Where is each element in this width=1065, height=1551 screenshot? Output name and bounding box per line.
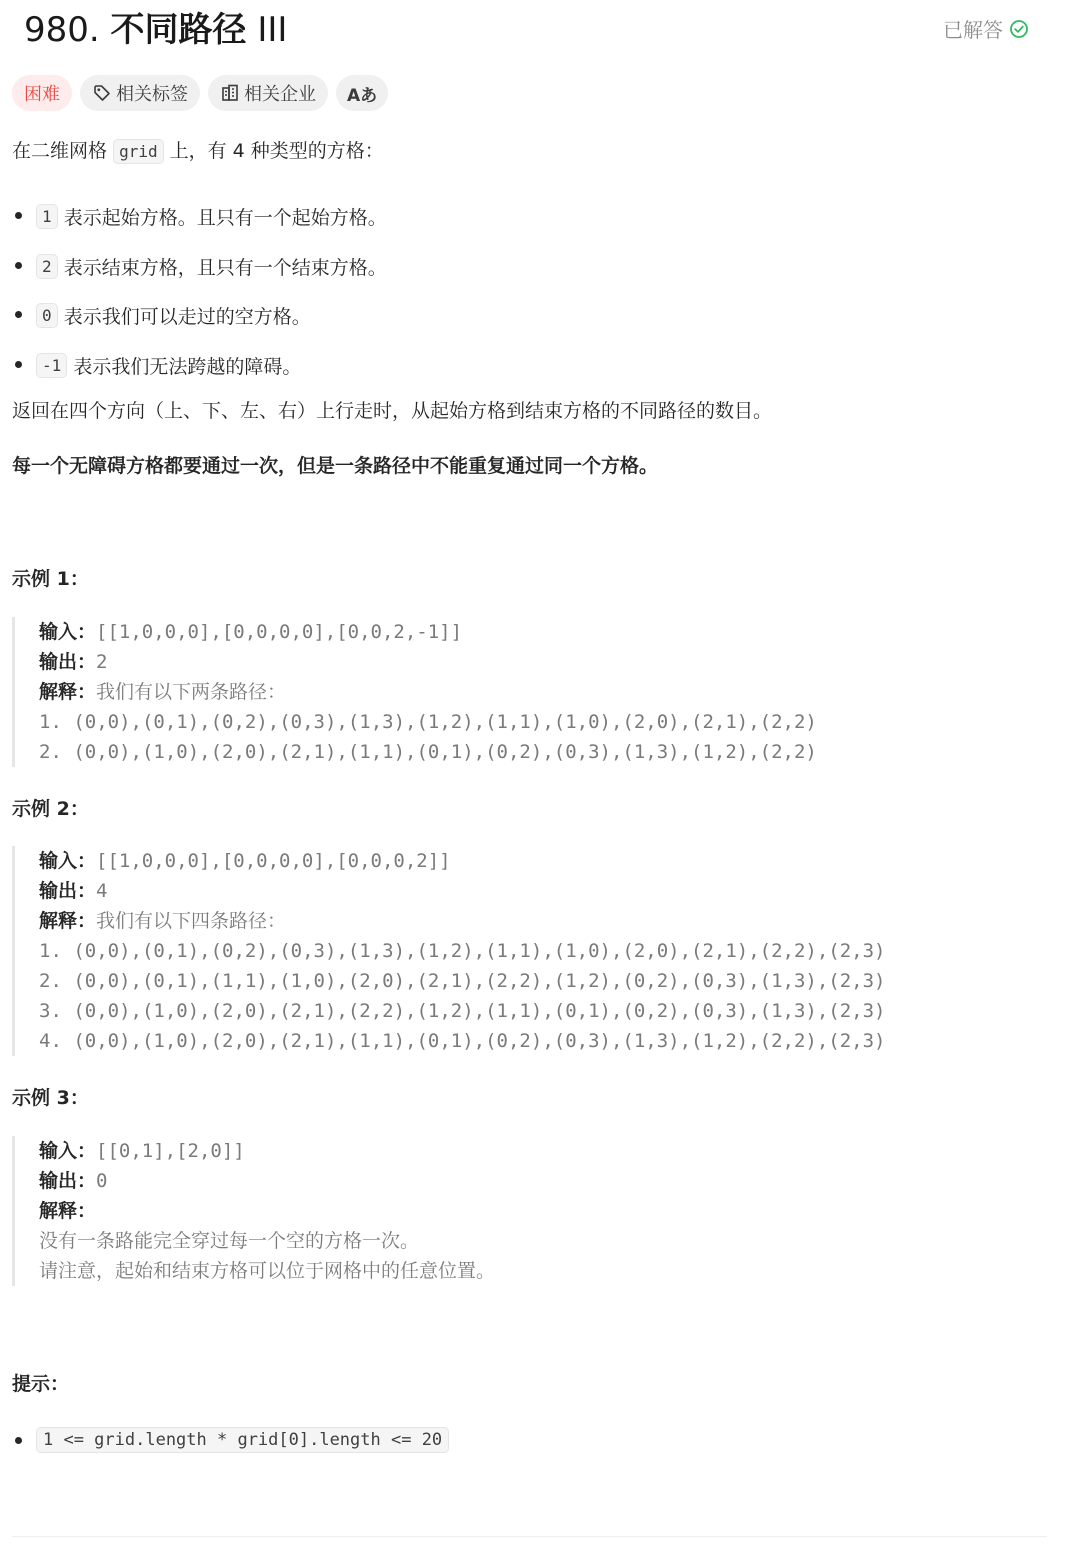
solved-status: [943, 14, 1029, 43]
cell-code: 2: [36, 254, 58, 279]
cell-code: 1: [36, 204, 58, 229]
related-companies-label: 相关企业: [244, 84, 316, 105]
problem-number: 980.: [24, 10, 100, 50]
inline-code-grid: grid: [113, 139, 164, 164]
example-1-block: [12, 617, 817, 767]
related-topics-button[interactable]: [80, 75, 200, 111]
building-icon: [220, 83, 240, 103]
path-line: 2. (0,0),(0,1),(1,1),(1,0),(2,0),(2,1),(2,2),(1,2),(0,2),(0,3),(1,3),(2,3): [39, 970, 886, 992]
path-line: 3. (0,0),(1,0),(2,0),(2,1),(2,2),(1,2),(1,1),(0,1),(0,2),(0,3),(1,3),(2,3): [39, 1000, 886, 1022]
example-input: [39, 617, 817, 647]
cell-desc: 表示起始方格。且只有一个起始方格。: [63, 207, 387, 230]
example-output: [39, 1166, 495, 1196]
example-2-block: [12, 846, 885, 1056]
example-explain: [39, 1196, 495, 1226]
path-line: 1. (0,0),(0,1),(0,2),(0,3),(1,3),(1,2),(1,1),(1,0),(2,0),(2,1),(2,2): [39, 711, 817, 733]
bottom-divider: [12, 1536, 1047, 1537]
input-value: [[1,0,0,0],[0,0,0,0],[0,0,2,-1]]: [96, 621, 463, 643]
explain-label: 解释：: [39, 681, 97, 703]
list-item: [12, 242, 387, 292]
example-3-block: [12, 1136, 495, 1286]
hint-item: [12, 1425, 449, 1455]
explain-label: 解释：: [39, 1200, 97, 1222]
output-label: 输出：: [39, 880, 97, 902]
explain-line: 没有一条路能完全穿过每一个空的方格一次。: [39, 1230, 420, 1252]
output-label: 输出：: [39, 651, 97, 673]
difficulty-label: 困难: [24, 84, 60, 105]
cell-desc: 表示我们可以走过的空方格。: [63, 306, 311, 329]
output-value: 0: [96, 1170, 108, 1192]
output-value: 2: [96, 651, 108, 673]
explain-value: 我们有以下四条路径：: [96, 910, 287, 932]
constraint-note: 每一个无障碍方格都要通过一次，但是一条路径中不能重复通过同一个方格。: [12, 455, 659, 477]
difficulty-badge: [12, 75, 72, 111]
check-circle-icon: [1009, 19, 1029, 39]
example-3-title: 示例 3：: [12, 1087, 89, 1109]
example-1-title: 示例 1：: [12, 568, 89, 590]
input-label: 输入：: [39, 621, 97, 643]
solved-label: 已解答: [943, 18, 1003, 42]
related-topics-label: 相关标签: [116, 84, 188, 105]
intro-after: 上，有 4 种类型的方格：: [169, 140, 384, 162]
list-item: [12, 192, 387, 242]
hint-code: 1 <= grid.length * grid[0].length <= 20: [36, 1427, 449, 1453]
cell-desc: 表示我们无法跨越的障碍。: [73, 355, 302, 378]
list-item: [12, 291, 387, 341]
list-item: [12, 341, 387, 391]
path-line: 4. (0,0),(1,0),(2,0),(2,1),(1,1),(0,1),(0,2),(0,3),(1,3),(1,2),(2,2),(2,3): [39, 1030, 886, 1052]
input-label: 输入：: [39, 850, 97, 872]
example-input: [39, 1136, 495, 1166]
example-explain: [39, 677, 817, 707]
related-companies-button[interactable]: [208, 75, 328, 111]
explain-line: 请注意，起始和结束方格可以位于网格中的任意位置。: [39, 1260, 496, 1282]
cell-code: 0: [36, 303, 58, 328]
explain-value: 我们有以下两条路径：: [96, 681, 287, 703]
explain-label: 解释：: [39, 910, 97, 932]
translate-icon: Aあ: [347, 85, 378, 106]
return-description: 返回在四个方向（上、下、左、右）上行走时，从起始方格到结束方格的不同路径的数目。: [12, 400, 773, 422]
intro-before: 在二维网格: [12, 140, 108, 162]
input-value: [[0,1],[2,0]]: [96, 1140, 245, 1162]
example-output: [39, 876, 885, 906]
example-output: [39, 647, 817, 677]
input-label: 输入：: [39, 1140, 97, 1162]
example-explain: [39, 906, 885, 936]
cell-type-list: [12, 192, 387, 390]
example-input: [39, 846, 885, 876]
input-value: [[1,0,0,0],[0,0,0,0],[0,0,0,2]]: [96, 850, 451, 872]
problem-suffix: III: [257, 10, 288, 50]
output-value: 4: [96, 880, 108, 902]
cell-code: -1: [36, 353, 67, 378]
problem-title: [24, 6, 287, 54]
output-label: 输出：: [39, 1170, 97, 1192]
font-toggle-button[interactable]: [336, 75, 388, 111]
hints-title: 提示：: [12, 1373, 70, 1395]
problem-name: 不同路径: [110, 10, 247, 50]
path-line: 1. (0,0),(0,1),(0,2),(0,3),(1,3),(1,2),(1,1),(1,0),(2,0),(2,1),(2,2),(2,3): [39, 940, 886, 962]
cell-desc: 表示结束方格，且只有一个结束方格。: [63, 256, 387, 279]
path-line: 2. (0,0),(1,0),(2,0),(2,1),(1,1),(0,1),(0,2),(0,3),(1,3),(1,2),(2,2): [39, 741, 817, 763]
tag-icon: [92, 83, 112, 103]
tag-bar: [12, 75, 388, 111]
problem-header: [12, 0, 1047, 62]
example-2-title: 示例 2：: [12, 798, 89, 820]
intro-text: [12, 138, 384, 165]
